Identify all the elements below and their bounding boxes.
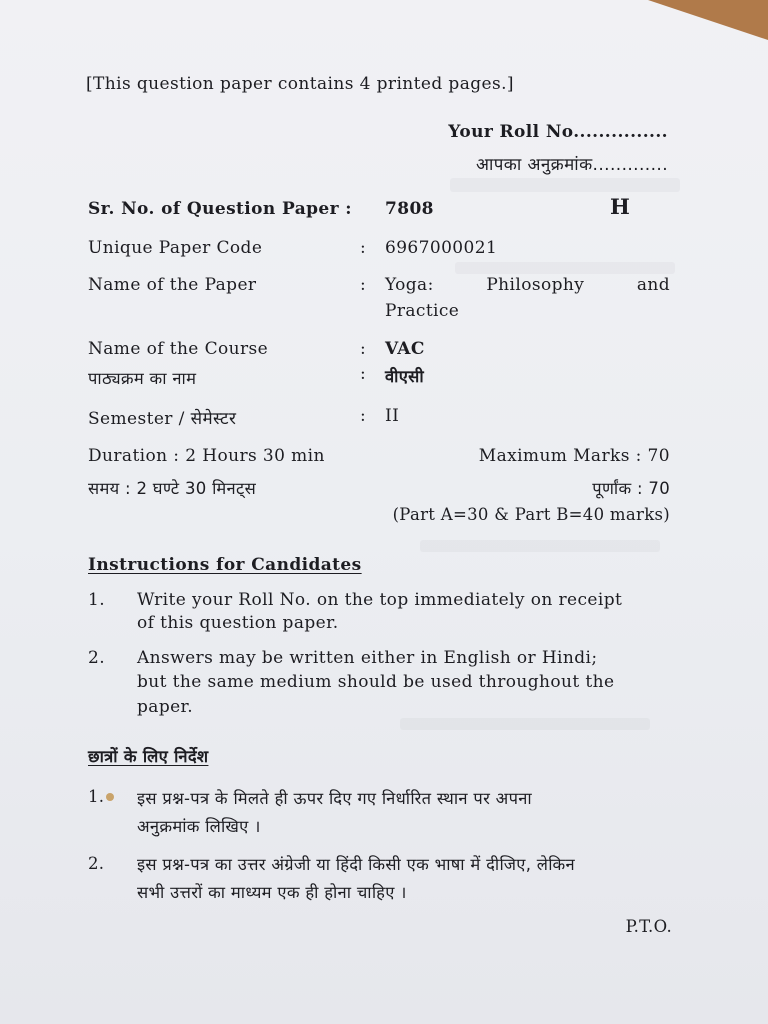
hindi-instruction-line: सभी उत्तरों का माध्यम एक ही होना चाहिए । xyxy=(137,883,407,902)
paper-name-line2: Practice xyxy=(385,301,460,321)
marks-split: (Part A=30 & Part B=40 marks) xyxy=(392,505,670,524)
max-marks-label: Maximum Marks : 70 xyxy=(478,446,670,466)
semester-value: II xyxy=(385,406,400,426)
set-letter: H xyxy=(610,194,630,219)
hindi-instruction-line: अनुक्रमांक लिखिए । xyxy=(137,817,261,836)
colon: : xyxy=(360,339,367,359)
hindi-instruction-number: 1. xyxy=(88,787,120,806)
unique-code-label: Unique Paper Code xyxy=(88,238,263,258)
paper-name-word: Yoga: xyxy=(385,275,434,295)
colon: : xyxy=(360,275,367,295)
duration-label-hindi: समय : 2 घण्टे 30 मिनट्स xyxy=(88,479,257,498)
pto-label: P.T.O. xyxy=(625,917,672,936)
hindi-instruction-line: इस प्रश्न-पत्र का उत्तर अंग्रेजी या हिंदी किसी एक भाषा में दीजिए, लेकिन xyxy=(137,855,575,874)
hindi-instruction-line: इस प्रश्न-पत्र के मिलते ही ऊपर दिए गए निर्धारित स्थान पर अपना xyxy=(137,789,532,808)
course-value-hindi: वीएसी xyxy=(385,367,424,386)
roll-no-label: Your Roll No............... xyxy=(448,122,668,142)
colon: : xyxy=(360,238,367,258)
instruction-line: Answers may be written either in English or Hindi; xyxy=(137,648,598,668)
roll-no-label-hindi: आपका अनुक्रमांक............. xyxy=(475,155,668,175)
unique-code-value: 6967000021 xyxy=(385,238,498,258)
bleed-through-mark xyxy=(455,262,675,274)
course-value: VAC xyxy=(385,339,425,359)
colon: : xyxy=(360,364,367,384)
instruction-line: but the same medium should be used throughout the xyxy=(137,672,615,692)
max-marks-label-hindi: पूर्णांक : 70 xyxy=(592,479,670,498)
bleed-through-mark xyxy=(450,178,680,192)
instruction-number: 2. xyxy=(88,648,106,668)
paper-name-word: and xyxy=(636,275,670,295)
bleed-through-mark xyxy=(420,540,660,552)
hindi-instruction-number: 2. xyxy=(88,854,105,873)
instruction-line: of this question paper. xyxy=(137,613,339,633)
semester-label: Semester / सेमेस्टर xyxy=(88,409,237,429)
instruction-number: 1. xyxy=(88,590,106,610)
course-label-hindi: पाठ्यक्रम का नाम xyxy=(88,369,197,388)
bleed-through-mark xyxy=(400,718,650,730)
colon: : xyxy=(360,406,367,426)
printed-pages-note: [This question paper contains 4 printed pages.] xyxy=(86,74,514,94)
duration-label: Duration : 2 Hours 30 min xyxy=(88,446,325,466)
course-label: Name of the Course xyxy=(88,339,269,359)
sr-no-value: 7808 xyxy=(385,199,434,219)
paper-name-word: Philosophy xyxy=(486,275,585,295)
instruction-line: Write your Roll No. on the top immediately on receipt xyxy=(137,590,623,610)
hindi-instructions-heading: छात्रों के लिए निर्देश xyxy=(88,747,209,766)
instruction-line: paper. xyxy=(137,697,194,717)
sr-no-label: Sr. No. of Question Paper : xyxy=(88,199,352,219)
background-table-corner xyxy=(648,0,768,40)
paper-name-value xyxy=(385,275,670,295)
instructions-heading: Instructions for Candidates xyxy=(88,555,362,575)
paper-name-label: Name of the Paper xyxy=(88,275,257,295)
ink-dot xyxy=(106,793,114,801)
